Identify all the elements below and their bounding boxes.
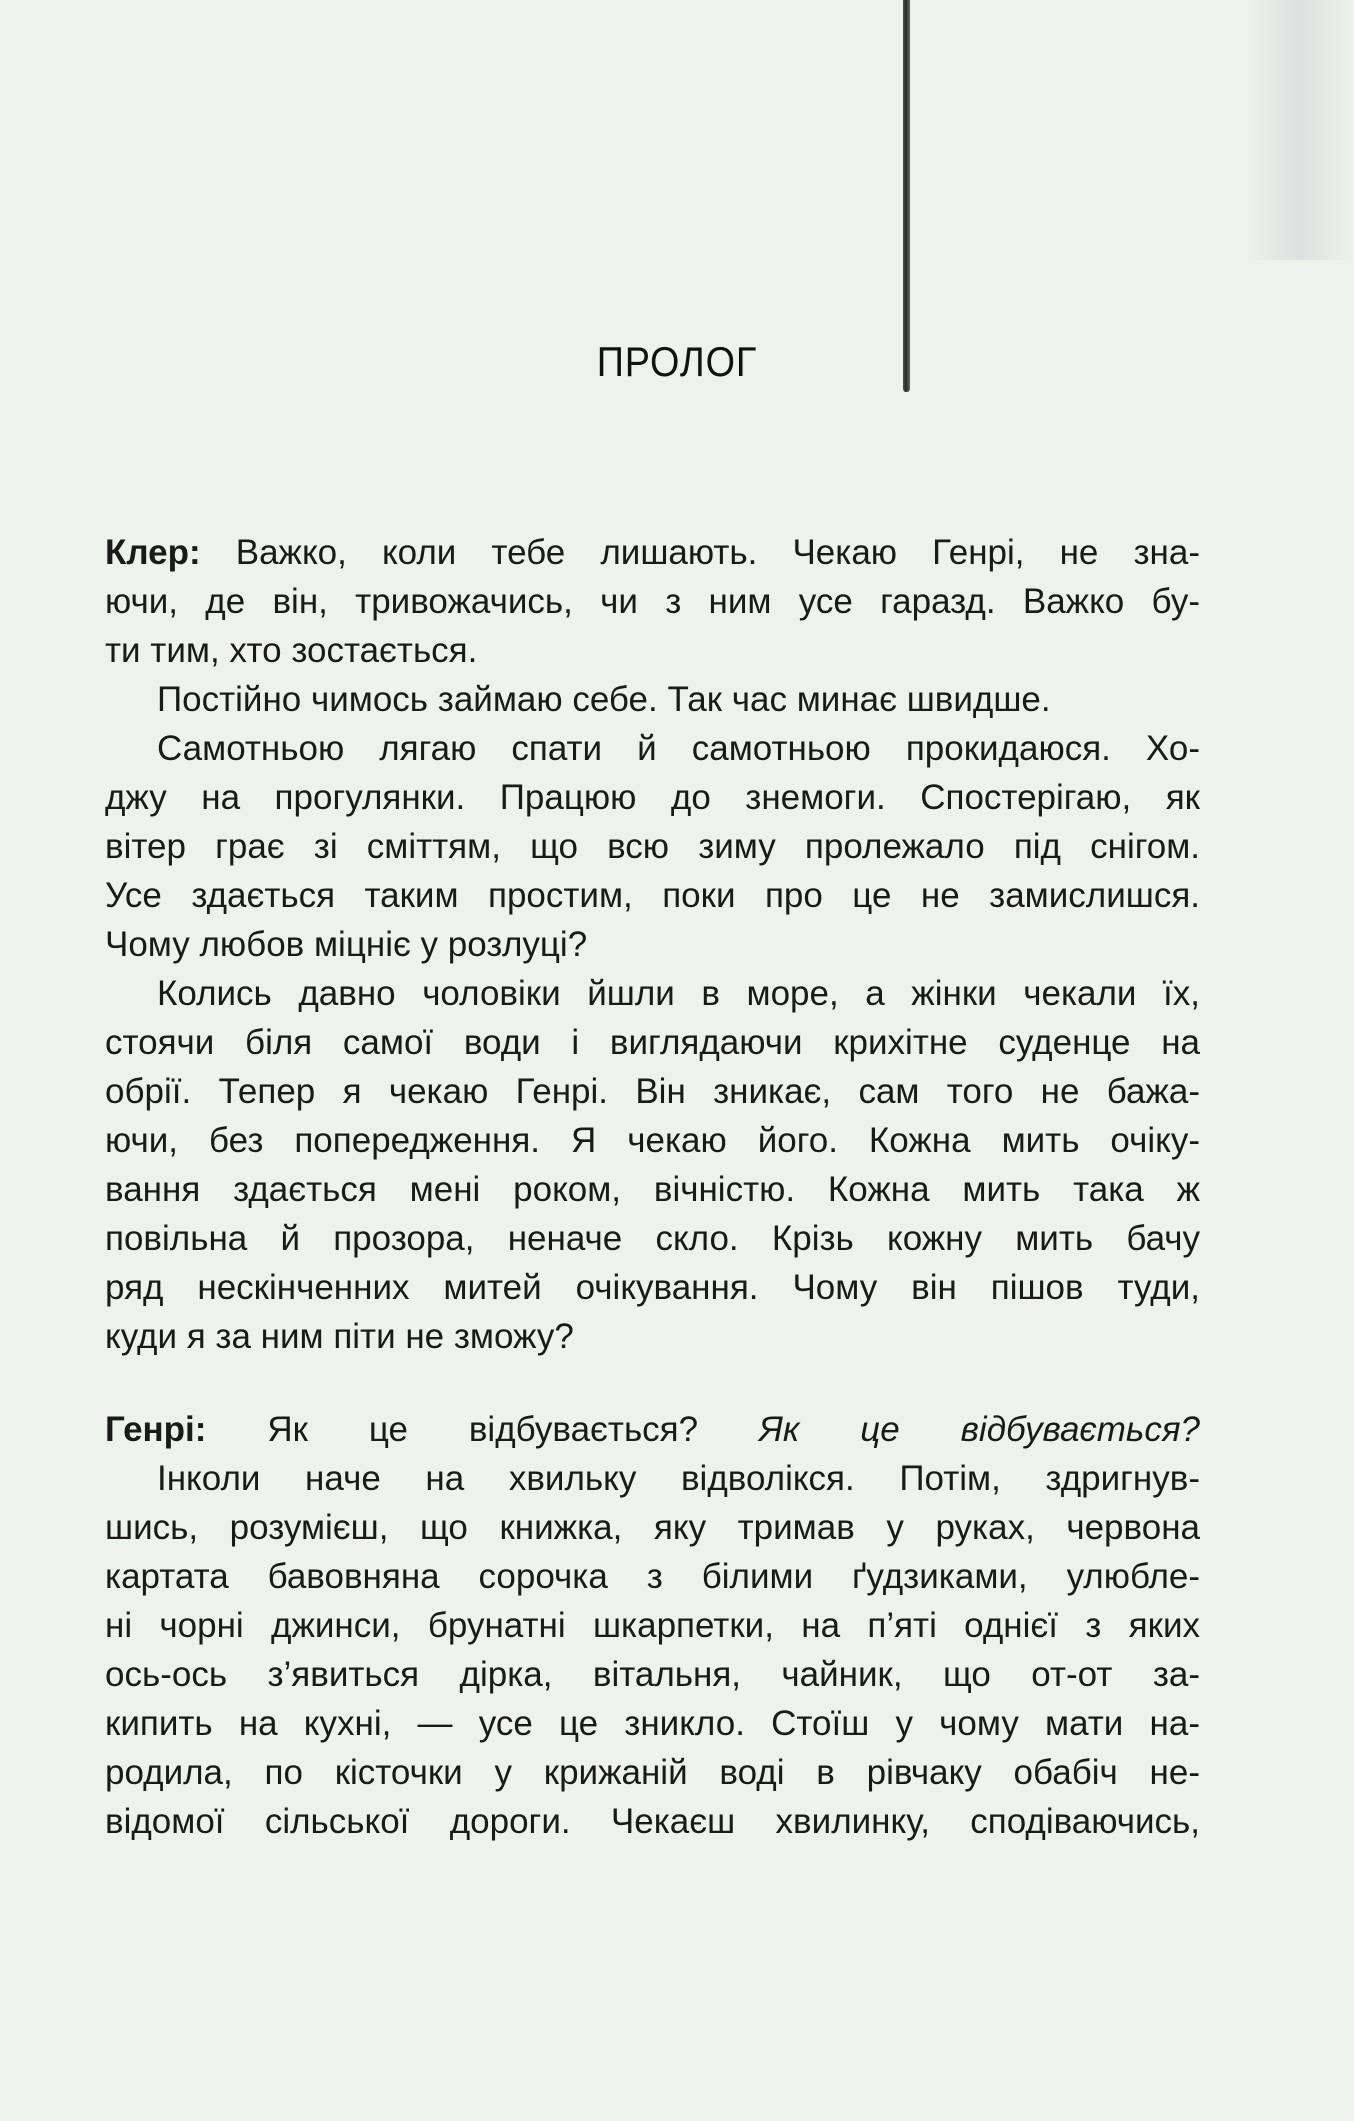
text-line: повільна й прозора, неначе скло. Крізь кожну мить бачу: [105, 1219, 1200, 1258]
text-line: ючи, без попередження. Я чекаю його. Кожна мить очіку-: [105, 1121, 1200, 1160]
speaker-claire: Клер:: [105, 533, 201, 572]
text-line: вання здається мені роком, вічністю. Кожна мить така ж: [105, 1170, 1200, 1209]
text-line: ряд нескінченних митей очікування. Чому він пішов туди,: [105, 1268, 1200, 1307]
page-body: [105, 528, 1200, 1846]
text-line: вітер грає зі сміттям, що всю зиму пролежало під снігом.: [105, 827, 1200, 866]
text-line: Постійно чимось займаю себе. Так час минає швидше.: [157, 680, 1051, 719]
page-edge-shadow: [1244, 0, 1354, 260]
text-line: [105, 528, 1200, 577]
text-line: стоячи біля самої води і виглядаючи крихітне суденце на: [105, 1023, 1200, 1062]
text-line: ючи, де він, тривожачись, чи з ним усе гаразд. Важко бу-: [105, 582, 1200, 621]
italic-text: Як це відбувається?: [759, 1410, 1200, 1449]
text-line: шись, розумієш, що книжка, яку тримав у руках, червона: [105, 1508, 1200, 1547]
text-line: картата бавовняна сорочка з білими ґудзиками, улюбле-: [105, 1557, 1200, 1596]
text-line: ні чорні джинси, брунатні шкарпетки, на п’яті однієї з яких: [105, 1606, 1200, 1645]
text-line: ти тим, хто зостається.: [105, 631, 478, 670]
line-text: Як це відбувається?: [206, 1410, 759, 1449]
text-line: Колись давно чоловіки йшли в море, а жінки чекали їх,: [157, 974, 1200, 1013]
text-line: ось-ось з’явиться дірка, вітальня, чайник, що от-от за-: [105, 1655, 1200, 1694]
chapter-title: ПРОЛОГ: [596, 338, 758, 385]
text-line: джу на прогулянки. Працюю до знемоги. Спостерігаю, як: [105, 778, 1200, 817]
section-claire: [105, 577, 1200, 1361]
text-line: куди я за ним піти не зможу?: [105, 1317, 574, 1356]
text-line: обрії. Тепер я чекаю Генрі. Він зникає, сам того не бажа-: [105, 1072, 1200, 1111]
line-text: Важко, коли тебе лишають. Чекаю Генрі, не зна-: [200, 533, 1200, 572]
text-line: кипить на кухні, — усе це зникло. Стоїш у чому мати на-: [105, 1704, 1200, 1743]
speaker-henry: Генрі:: [105, 1410, 207, 1449]
text-line: Усе здається таким простим, поки про це не замислишся.: [105, 876, 1200, 915]
text-line: Чому любов міцніє у розлуці?: [105, 925, 588, 964]
text-line: родила, по кісточки у крижаній воді в рівчаку обабіч не-: [105, 1753, 1200, 1792]
text-line: відомої сільської дороги. Чекаєш хвилинку, сподіваючись,: [105, 1802, 1200, 1841]
text-line: [105, 1405, 1200, 1454]
section-henry: [105, 1454, 1200, 1846]
text-line: Самотньою лягаю спати й самотньою прокидаюся. Хо-: [157, 729, 1200, 768]
bookmark-ribbon: [903, 0, 910, 392]
text-line: Інколи наче на хвильку відволікся. Потім, здригнув-: [157, 1459, 1200, 1498]
